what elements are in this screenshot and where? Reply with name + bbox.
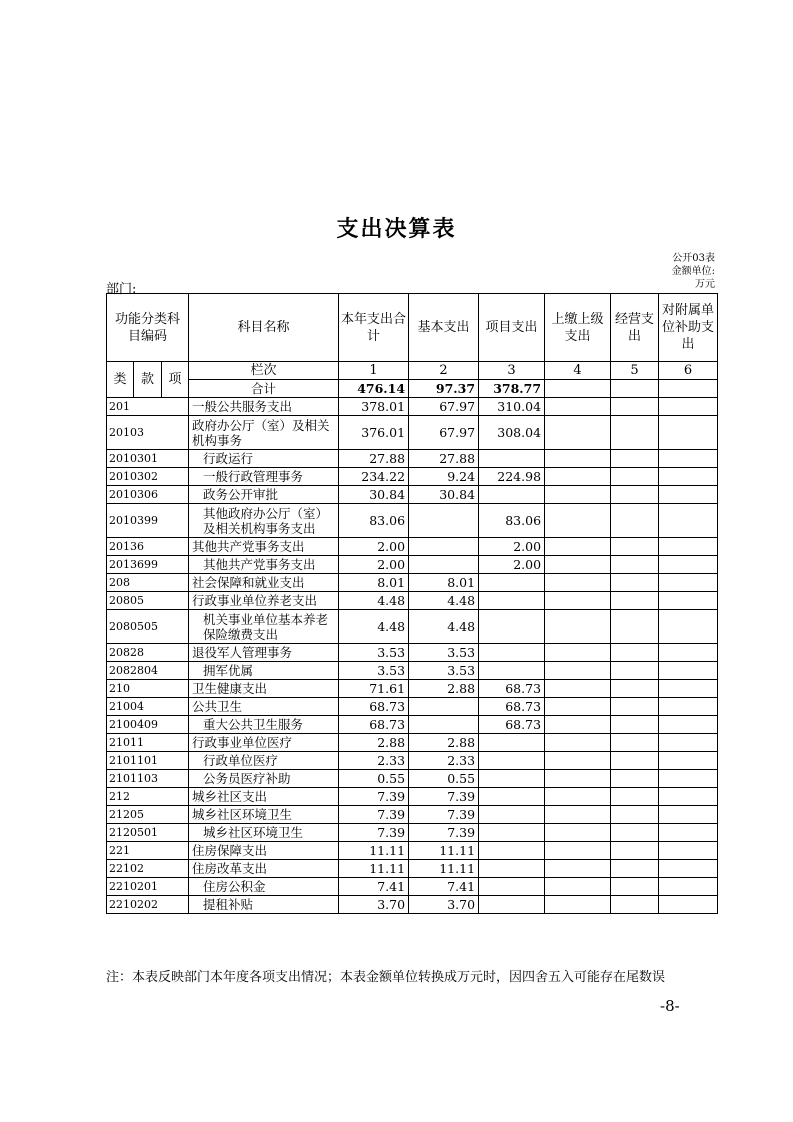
table-row (107, 770, 718, 788)
row-name: 公务员医疗补助 (189, 770, 339, 788)
total-row-subsidy (659, 380, 718, 398)
table-row (107, 610, 718, 644)
row-code: 2101101 (107, 752, 189, 770)
table-row (107, 842, 718, 860)
row-subsidy (659, 486, 718, 504)
row-total: 2.33 (339, 752, 409, 770)
row-business (611, 788, 659, 806)
row-total: 2.00 (339, 556, 409, 574)
header-upper: 上缴上级支出 (545, 294, 611, 362)
row-business (611, 752, 659, 770)
row-business (611, 556, 659, 574)
row-upper (545, 716, 611, 734)
row-subsidy (659, 398, 718, 416)
row-name: 住房保障支出 (189, 842, 339, 860)
row-name: 其他共产党事务支出 (189, 538, 339, 556)
row-basic: 3.53 (409, 662, 479, 680)
row-subsidy (659, 842, 718, 860)
row-basic: 2.88 (409, 680, 479, 698)
row-basic: 7.41 (409, 878, 479, 896)
total-row-basic: 97.37 (409, 380, 479, 398)
row-total: 8.01 (339, 574, 409, 592)
row-subsidy (659, 896, 718, 914)
row-business (611, 592, 659, 610)
table-row (107, 662, 718, 680)
unit-value: 万元 (695, 279, 715, 290)
row-subsidy (659, 878, 718, 896)
table-row (107, 680, 718, 698)
expenditure-table (106, 293, 718, 914)
row-basic: 0.55 (409, 770, 479, 788)
row-business (611, 610, 659, 644)
row-subsidy (659, 592, 718, 610)
department-label: 部门: (106, 282, 137, 297)
row-business (611, 842, 659, 860)
row-basic: 3.70 (409, 896, 479, 914)
row-code: 20828 (107, 644, 189, 662)
row-project (479, 860, 545, 878)
row-subsidy (659, 468, 718, 486)
row-business (611, 734, 659, 752)
row-total: 376.01 (339, 416, 409, 450)
row-basic: 67.97 (409, 398, 479, 416)
row-basic: 9.24 (409, 468, 479, 486)
row-basic: 27.88 (409, 450, 479, 468)
row-business (611, 824, 659, 842)
table-row (107, 592, 718, 610)
row-code: 20136 (107, 538, 189, 556)
row-code: 21205 (107, 806, 189, 824)
total-row-business (611, 380, 659, 398)
row-basic: 7.39 (409, 824, 479, 842)
row-subsidy (659, 538, 718, 556)
row-code: 2082804 (107, 662, 189, 680)
row-business (611, 896, 659, 914)
header-name: 科目名称 (189, 294, 339, 362)
row-subsidy (659, 416, 718, 450)
table-row (107, 824, 718, 842)
row-name: 一般公共服务支出 (189, 398, 339, 416)
row-code: 2010399 (107, 504, 189, 538)
row-name: 退役军人管理事务 (189, 644, 339, 662)
row-total: 7.39 (339, 788, 409, 806)
total-row-total: 476.14 (339, 380, 409, 398)
row-total: 3.53 (339, 662, 409, 680)
row-business (611, 860, 659, 878)
row-project (479, 486, 545, 504)
row-basic: 3.53 (409, 644, 479, 662)
header-business: 经营支出 (611, 294, 659, 362)
row-project: 308.04 (479, 416, 545, 450)
row-upper (545, 592, 611, 610)
row-name: 政务公开审批 (189, 486, 339, 504)
row-upper (545, 680, 611, 698)
row-code: 20103 (107, 416, 189, 450)
row-business (611, 450, 659, 468)
row-subsidy (659, 680, 718, 698)
row-business (611, 698, 659, 716)
row-upper (545, 574, 611, 592)
row-code: 2210202 (107, 896, 189, 914)
row-upper (545, 556, 611, 574)
row-upper (545, 752, 611, 770)
row-business (611, 504, 659, 538)
table-row (107, 644, 718, 662)
row-subsidy (659, 644, 718, 662)
row-total: 378.01 (339, 398, 409, 416)
row-code: 2080505 (107, 610, 189, 644)
row-code: 201 (107, 398, 189, 416)
row-business (611, 486, 659, 504)
row-name: 住房改革支出 (189, 860, 339, 878)
row-upper (545, 896, 611, 914)
row-name: 公共卫生 (189, 698, 339, 716)
row-total: 71.61 (339, 680, 409, 698)
row-total: 3.70 (339, 896, 409, 914)
row-basic: 8.01 (409, 574, 479, 592)
row-code: 2013699 (107, 556, 189, 574)
row-basic: 11.11 (409, 860, 479, 878)
row-upper (545, 450, 611, 468)
row-code: 21004 (107, 698, 189, 716)
row-basic (409, 716, 479, 734)
table-row (107, 788, 718, 806)
row-basic: 11.11 (409, 842, 479, 860)
row-basic: 4.48 (409, 610, 479, 644)
row-project: 83.06 (479, 504, 545, 538)
row-code: 210 (107, 680, 189, 698)
row-business (611, 398, 659, 416)
col-index-1: 1 (339, 362, 409, 380)
table-row (107, 416, 718, 450)
row-code: 2120501 (107, 824, 189, 842)
row-project (479, 592, 545, 610)
row-code: 221 (107, 842, 189, 860)
row-total: 0.55 (339, 770, 409, 788)
row-code: 208 (107, 574, 189, 592)
table-row (107, 806, 718, 824)
row-total: 7.39 (339, 824, 409, 842)
row-project: 2.00 (479, 538, 545, 556)
row-project (479, 574, 545, 592)
row-project (479, 662, 545, 680)
row-code: 21011 (107, 734, 189, 752)
row-total: 2.88 (339, 734, 409, 752)
row-project (479, 824, 545, 842)
row-project (479, 770, 545, 788)
row-name: 政府办公厅（室）及相关机构事务 (189, 416, 339, 450)
row-name: 拥军优属 (189, 662, 339, 680)
row-name: 其他政府办公厅（室）及相关机构事务支出 (189, 504, 339, 538)
row-code: 2010301 (107, 450, 189, 468)
row-name: 机关事业单位基本养老保险缴费支出 (189, 610, 339, 644)
row-name: 提租补贴 (189, 896, 339, 914)
header-total: 本年支出合计 (339, 294, 409, 362)
header-kuan: 款 (134, 362, 162, 398)
form-number-label: 公开03表 (672, 253, 715, 264)
row-basic: 30.84 (409, 486, 479, 504)
row-upper (545, 538, 611, 556)
row-code: 2100409 (107, 716, 189, 734)
row-subsidy (659, 806, 718, 824)
row-subsidy (659, 734, 718, 752)
row-basic: 2.33 (409, 752, 479, 770)
row-upper (545, 486, 611, 504)
row-name: 行政事业单位医疗 (189, 734, 339, 752)
row-code: 2210201 (107, 878, 189, 896)
row-basic: 7.39 (409, 788, 479, 806)
row-project: 310.04 (479, 398, 545, 416)
row-total: 4.48 (339, 610, 409, 644)
row-name: 行政运行 (189, 450, 339, 468)
row-project (479, 450, 545, 468)
row-code: 212 (107, 788, 189, 806)
row-code: 2101103 (107, 770, 189, 788)
row-project: 2.00 (479, 556, 545, 574)
row-subsidy (659, 450, 718, 468)
table-row (107, 716, 718, 734)
row-total: 68.73 (339, 698, 409, 716)
row-basic (409, 504, 479, 538)
row-subsidy (659, 752, 718, 770)
row-project (479, 788, 545, 806)
row-upper (545, 770, 611, 788)
row-business (611, 574, 659, 592)
row-total: 3.53 (339, 644, 409, 662)
row-total: 11.11 (339, 860, 409, 878)
row-total: 83.06 (339, 504, 409, 538)
row-upper (545, 842, 611, 860)
table-row (107, 538, 718, 556)
row-total: 234.22 (339, 468, 409, 486)
row-project: 224.98 (479, 468, 545, 486)
row-upper (545, 698, 611, 716)
row-project (479, 896, 545, 914)
header-code-group: 功能分类科目编码 (107, 294, 189, 362)
row-project (479, 644, 545, 662)
row-code: 2010306 (107, 486, 189, 504)
table-row (107, 556, 718, 574)
header-lanci: 栏次 (189, 362, 339, 380)
row-total: 68.73 (339, 716, 409, 734)
row-upper (545, 504, 611, 538)
table-row (107, 450, 718, 468)
row-basic: 7.39 (409, 806, 479, 824)
row-code: 20805 (107, 592, 189, 610)
row-subsidy (659, 504, 718, 538)
row-business (611, 644, 659, 662)
row-business (611, 680, 659, 698)
row-total: 11.11 (339, 842, 409, 860)
row-business (611, 662, 659, 680)
footnote: 注：本表反映部门本年度各项支出情况；本表金额单位转换成万元时，因四舍五入可能存在尾数误 (106, 970, 666, 985)
row-upper (545, 468, 611, 486)
row-name: 城乡社区环境卫生 (189, 806, 339, 824)
row-total: 7.41 (339, 878, 409, 896)
row-project: 68.73 (479, 680, 545, 698)
row-total: 2.00 (339, 538, 409, 556)
row-subsidy (659, 788, 718, 806)
row-name: 一般行政管理事务 (189, 468, 339, 486)
row-upper (545, 878, 611, 896)
row-name: 行政单位医疗 (189, 752, 339, 770)
table-row (107, 896, 718, 914)
form-number (672, 252, 715, 291)
row-subsidy (659, 698, 718, 716)
row-subsidy (659, 556, 718, 574)
row-business (611, 468, 659, 486)
total-row-project: 378.77 (479, 380, 545, 398)
row-upper (545, 806, 611, 824)
row-code: 22102 (107, 860, 189, 878)
row-project: 68.73 (479, 698, 545, 716)
header-lei: 类 (107, 362, 134, 398)
row-project (479, 734, 545, 752)
row-project (479, 752, 545, 770)
row-project (479, 806, 545, 824)
table-row (107, 468, 718, 486)
row-business (611, 716, 659, 734)
row-name: 城乡社区环境卫生 (189, 824, 339, 842)
row-upper (545, 860, 611, 878)
total-row-label: 合计 (189, 380, 339, 398)
table-row (107, 734, 718, 752)
row-project (479, 842, 545, 860)
table-row (107, 574, 718, 592)
row-upper (545, 734, 611, 752)
table-row (107, 486, 718, 504)
table-row (107, 504, 718, 538)
row-basic: 2.88 (409, 734, 479, 752)
row-upper (545, 662, 611, 680)
row-name: 其他共产党事务支出 (189, 556, 339, 574)
table-row (107, 698, 718, 716)
total-row-upper (545, 380, 611, 398)
row-business (611, 878, 659, 896)
table-row (107, 860, 718, 878)
row-total: 4.48 (339, 592, 409, 610)
table-row (107, 398, 718, 416)
row-subsidy (659, 824, 718, 842)
unit-label: 金额单位: (671, 266, 715, 277)
row-subsidy (659, 574, 718, 592)
row-project: 68.73 (479, 716, 545, 734)
table-row (107, 752, 718, 770)
row-name: 社会保障和就业支出 (189, 574, 339, 592)
row-upper (545, 788, 611, 806)
col-index-6: 6 (659, 362, 718, 380)
page-number: -8- (660, 997, 680, 1015)
row-name: 行政事业单位养老支出 (189, 592, 339, 610)
row-upper (545, 824, 611, 842)
row-business (611, 538, 659, 556)
row-upper (545, 398, 611, 416)
header-project: 项目支出 (479, 294, 545, 362)
page-title: 支出决算表 (336, 216, 457, 242)
col-index-2: 2 (409, 362, 479, 380)
row-basic (409, 556, 479, 574)
header-subsidy: 对附属单位补助支出 (659, 294, 718, 362)
row-upper (545, 610, 611, 644)
row-upper (545, 644, 611, 662)
row-basic: 4.48 (409, 592, 479, 610)
col-index-3: 3 (479, 362, 545, 380)
row-basic (409, 698, 479, 716)
row-business (611, 806, 659, 824)
header-xiang: 项 (162, 362, 189, 398)
row-subsidy (659, 770, 718, 788)
row-total: 27.88 (339, 450, 409, 468)
row-business (611, 416, 659, 450)
row-total: 7.39 (339, 806, 409, 824)
row-name: 重大公共卫生服务 (189, 716, 339, 734)
row-name: 城乡社区支出 (189, 788, 339, 806)
row-upper (545, 416, 611, 450)
row-total: 30.84 (339, 486, 409, 504)
header-basic: 基本支出 (409, 294, 479, 362)
row-subsidy (659, 610, 718, 644)
row-project (479, 878, 545, 896)
row-subsidy (659, 716, 718, 734)
row-business (611, 770, 659, 788)
row-basic (409, 538, 479, 556)
row-subsidy (659, 662, 718, 680)
row-basic: 67.97 (409, 416, 479, 450)
row-name: 住房公积金 (189, 878, 339, 896)
row-name: 卫生健康支出 (189, 680, 339, 698)
table-row (107, 878, 718, 896)
col-index-4: 4 (545, 362, 611, 380)
row-code: 2010302 (107, 468, 189, 486)
col-index-5: 5 (611, 362, 659, 380)
row-project (479, 610, 545, 644)
row-subsidy (659, 860, 718, 878)
